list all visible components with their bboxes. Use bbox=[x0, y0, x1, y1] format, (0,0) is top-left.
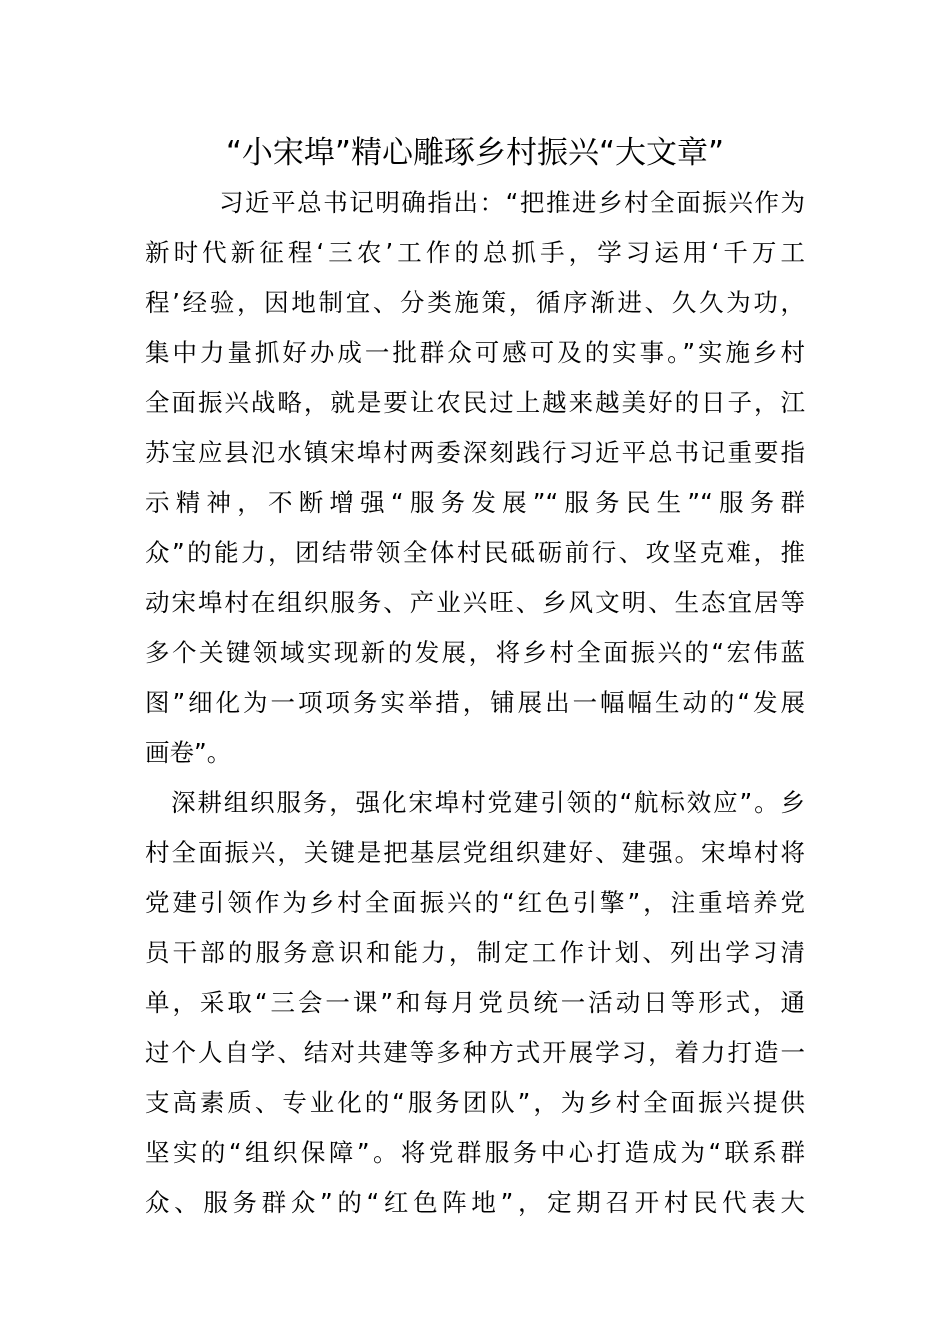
text-line: 习近平总书记明确指出：“把推进乡村全面振兴作为 bbox=[219, 188, 805, 217]
text-line: 示精神，不断增强“服务发展”“服务民生”“服务群 bbox=[145, 488, 805, 517]
text-line: 动宋埠村在组织服务、产业兴旺、乡风文明、生态宜居等 bbox=[145, 588, 805, 617]
text-line: 画卷”。 bbox=[145, 738, 232, 767]
text-line: 单，采取“三会一课”和每月党员统一活动日等形式，通 bbox=[145, 988, 805, 1017]
text-line: 程’经验，因地制宜、分类施策，循序渐进、久久为功， bbox=[145, 288, 805, 317]
text-line: 新时代新征程‘三农’工作的总抓手，学习运用‘千万工 bbox=[145, 238, 805, 267]
text-line: 坚实的“组织保障”。将党群服务中心打造成为“联系群 bbox=[145, 1138, 805, 1167]
text-line: 众”的能力，团结带领全体村民砥砺前行、攻坚克难，推 bbox=[145, 538, 805, 567]
paragraph-2 bbox=[145, 778, 805, 1228]
text-line: 众、服务群众”的“红色阵地”，定期召开村民代表大 bbox=[145, 1188, 805, 1217]
article-body bbox=[145, 178, 805, 1228]
text-line: 员干部的服务意识和能力，制定工作计划、列出学习清 bbox=[145, 938, 805, 967]
text-line: 村全面振兴，关键是把基层党组织建好、建强。宋埠村将 bbox=[145, 838, 805, 867]
paragraph-1 bbox=[145, 178, 805, 778]
text-line: 图”细化为一项项务实举措，铺展出一幅幅生动的“发展 bbox=[145, 688, 805, 717]
text-line: 过个人自学、结对共建等多种方式开展学习，着力打造一 bbox=[145, 1038, 805, 1067]
text-line: 支高素质、专业化的“服务团队”，为乡村全面振兴提供 bbox=[145, 1088, 805, 1117]
text-line: 全面振兴战略，就是要让农民过上越来越美好的日子，江 bbox=[145, 388, 805, 417]
text-line: 集中力量抓好办成一批群众可感可及的实事。”实施乡村 bbox=[145, 338, 805, 367]
text-line: 多个关键领域实现新的发展，将乡村全面振兴的“宏伟蓝 bbox=[145, 638, 805, 667]
text-line: 深耕组织服务，强化宋埠村党建引领的“航标效应”。乡 bbox=[171, 788, 805, 817]
article-title: “小宋埠”精心雕琢乡村振兴“大文章” bbox=[225, 135, 725, 171]
text-line: 党建引领作为乡村全面振兴的“红色引擎”，注重培养党 bbox=[145, 888, 805, 917]
text-line: 苏宝应县氾水镇宋埠村两委深刻践行习近平总书记重要指 bbox=[145, 438, 805, 467]
